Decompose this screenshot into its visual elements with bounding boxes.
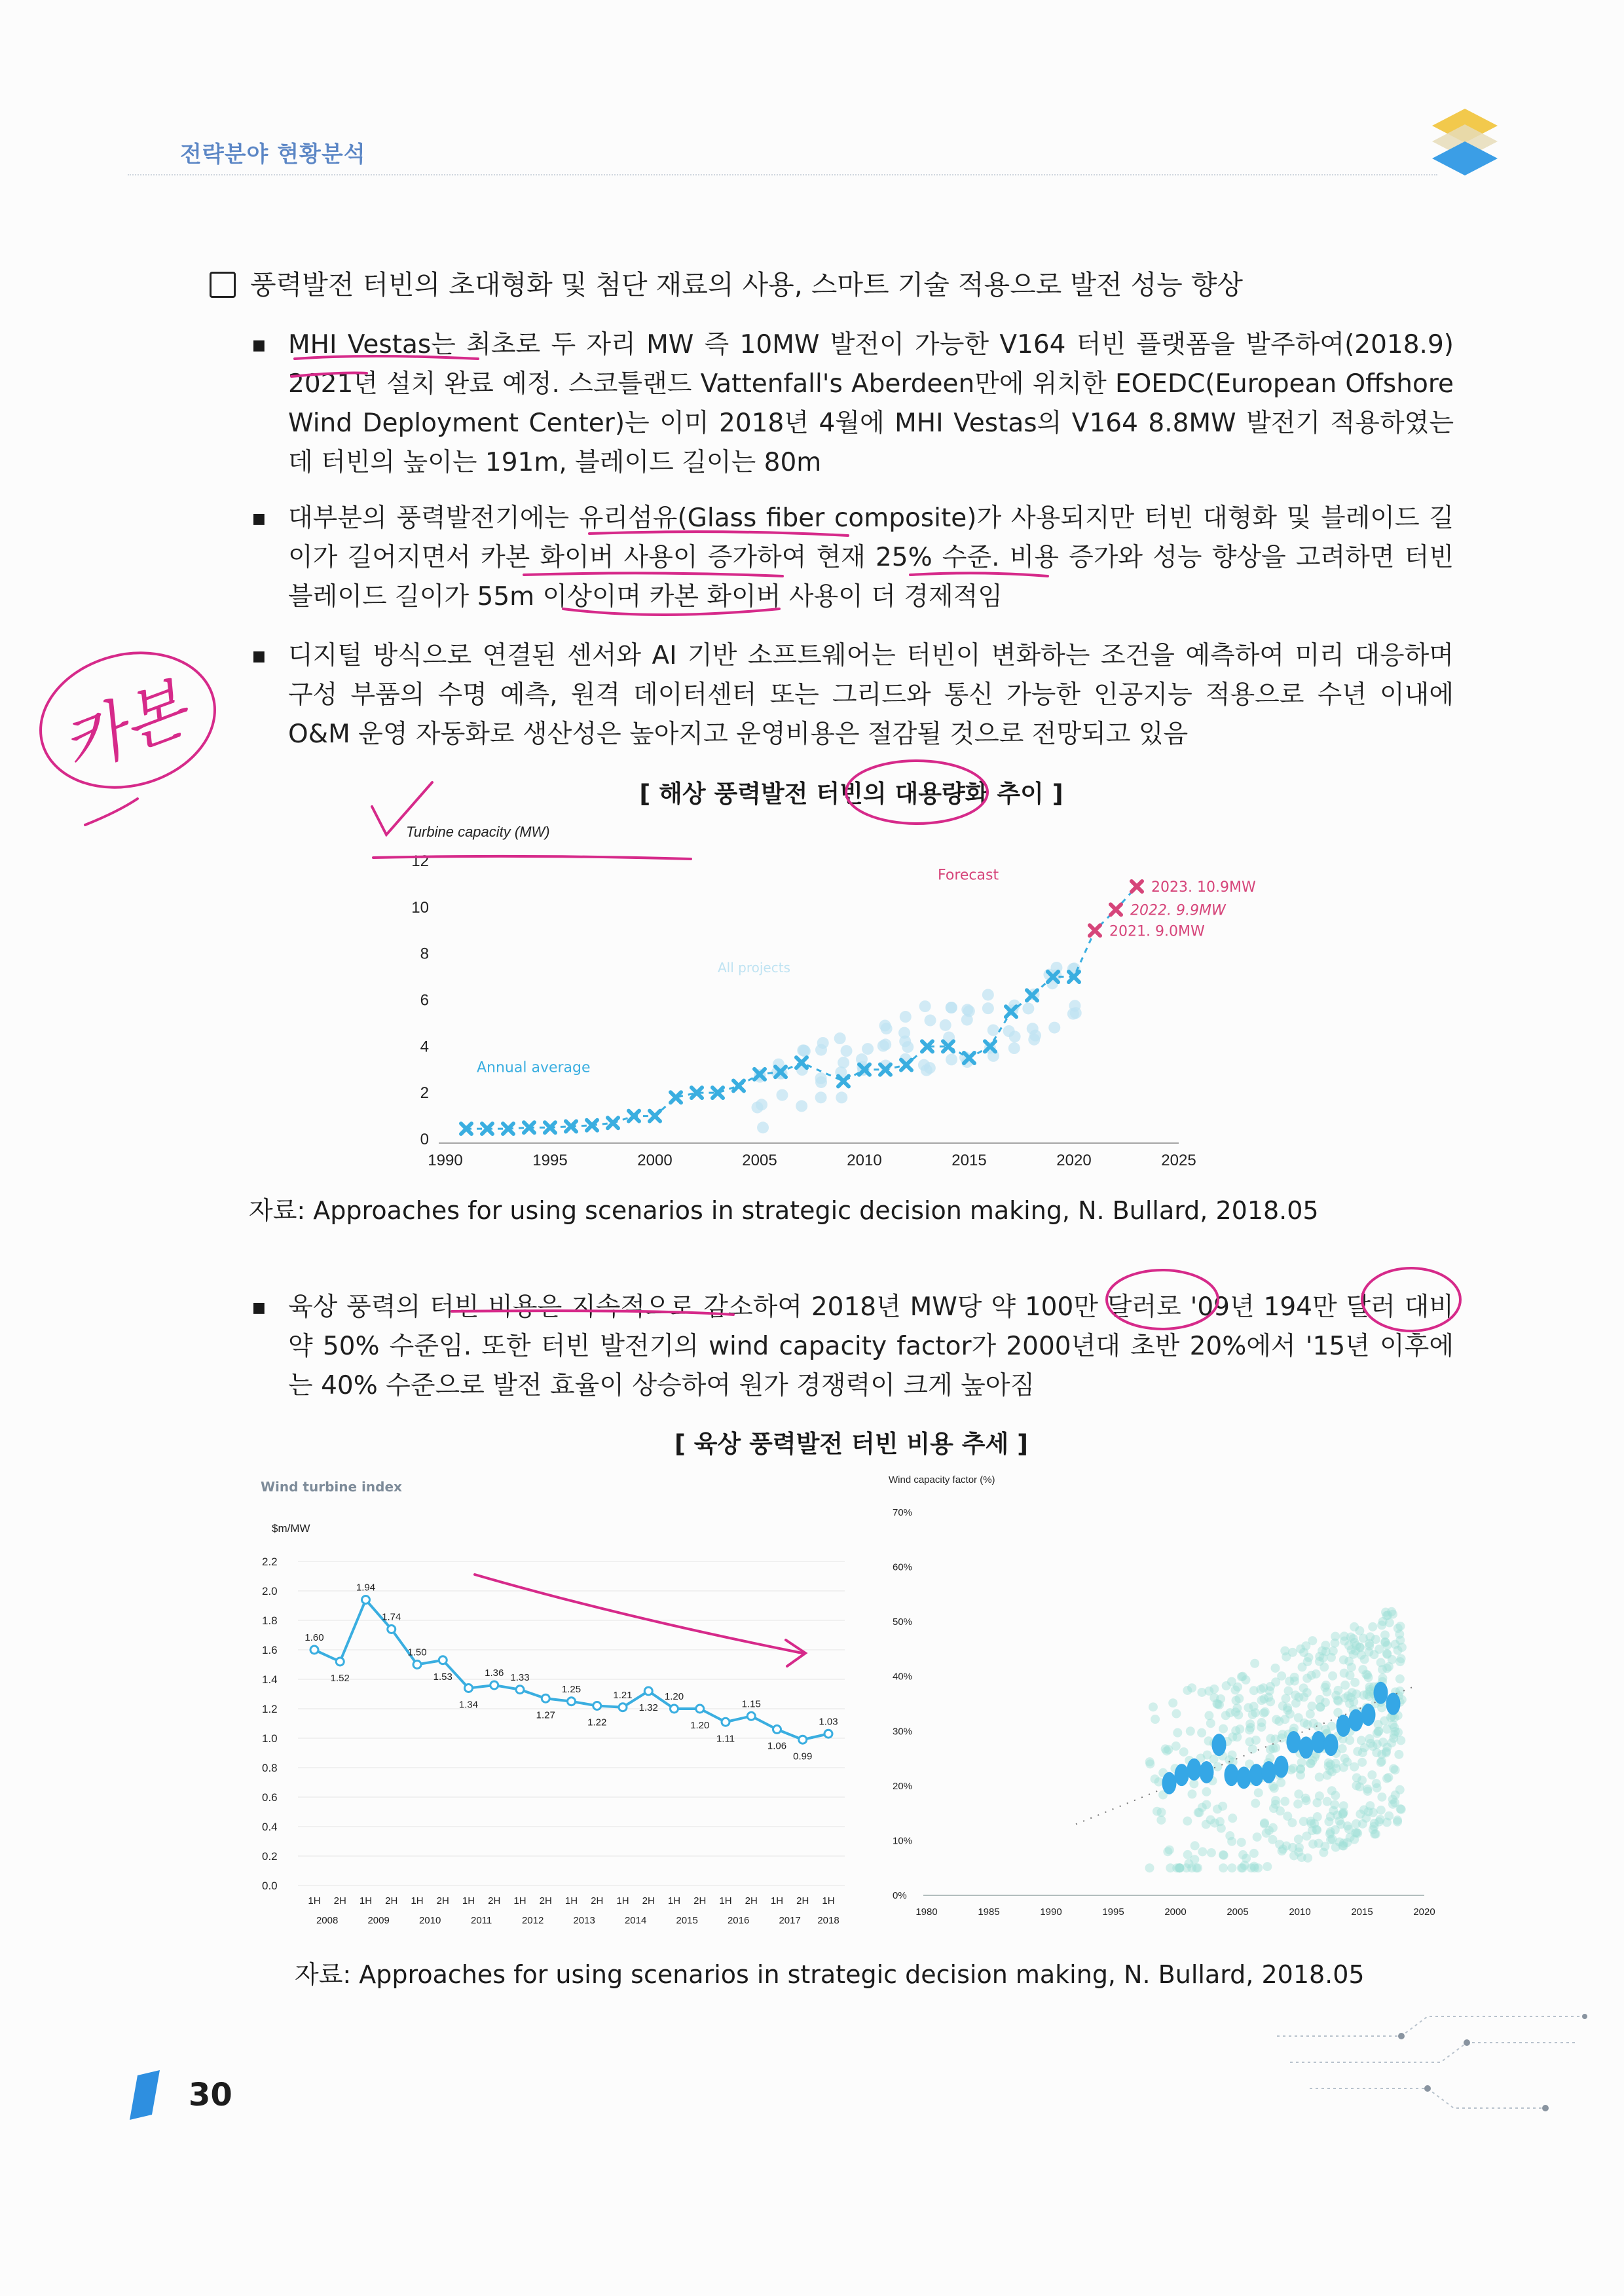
- x-tick-label: 2H: [642, 1895, 655, 1906]
- y-tick-label: 10%: [893, 1835, 913, 1847]
- y-tick-label: 2.2: [262, 1556, 278, 1568]
- y-tick-label: 1.4: [262, 1673, 278, 1686]
- x-tick-label: 2000: [1164, 1906, 1187, 1918]
- x-year-label: 2010: [418, 1915, 441, 1926]
- x-year-label: 2014: [624, 1915, 647, 1926]
- y-tick-label: 10: [411, 898, 429, 917]
- y-tick-label: 2.0: [262, 1585, 278, 1597]
- y-tick-label: 30%: [893, 1726, 913, 1738]
- chart1-title: Turbine capacity (MW): [406, 824, 550, 840]
- cost-index-value-label: 1.21: [613, 1689, 633, 1701]
- figure1-source: 자료: Approaches for using scenarios in strategic decision making, N. Bullard, 2018.05: [249, 1196, 1319, 1225]
- x-tick-label: 1H: [564, 1895, 578, 1906]
- x-tick-label: 1H: [616, 1895, 629, 1906]
- chart2-title: Wind turbine index: [261, 1479, 402, 1495]
- forecast-label: Forecast: [938, 867, 999, 884]
- x-tick-label: 2020: [1413, 1906, 1435, 1918]
- x-tick-label: 1985: [978, 1906, 1000, 1918]
- x-tick-label: 2015: [951, 1152, 987, 1169]
- cost-index-value-label: 1.94: [356, 1582, 376, 1594]
- y-tick-label: 1.2: [262, 1703, 278, 1715]
- y-tick-label: 12: [411, 852, 429, 870]
- x-tick-label: 2H: [796, 1895, 809, 1906]
- x-tick-label: 1980: [915, 1906, 938, 1918]
- x-tick-label: 1H: [513, 1895, 526, 1906]
- y-tick-label: 6: [420, 991, 429, 1010]
- cost-index-value-label: 1.50: [407, 1647, 427, 1658]
- cost-index-value-label: 1.34: [458, 1699, 479, 1711]
- x-tick-label: 2H: [539, 1895, 552, 1906]
- y-tick-label: 1.0: [262, 1732, 278, 1745]
- header-title: 전략분야 현황분석: [180, 141, 366, 168]
- x-year-label: 2012: [521, 1915, 544, 1926]
- x-year-label: 2015: [676, 1915, 698, 1926]
- cost-index-value-label: 1.52: [330, 1673, 350, 1684]
- y-tick-label: 0.2: [262, 1850, 278, 1863]
- y-tick-label: 60%: [893, 1561, 913, 1573]
- x-tick-label: 1990: [1040, 1906, 1062, 1918]
- x-year-label: 2013: [573, 1915, 595, 1926]
- bullet-icon: ■: [252, 648, 266, 665]
- x-tick-label: 1H: [770, 1895, 784, 1906]
- circuit-decoration-icon: [1270, 1997, 1598, 2128]
- y-tick-label: 1.8: [262, 1614, 278, 1627]
- chart3-title: Wind capacity factor (%): [889, 1474, 995, 1485]
- y-tick-label: 0.6: [262, 1791, 278, 1804]
- forecast-point-label: 2022. 9.9MW: [1130, 902, 1226, 919]
- x-tick-label: 2H: [333, 1895, 346, 1906]
- x-tick-label: 2H: [591, 1895, 604, 1906]
- x-tick-label: 2H: [385, 1895, 398, 1906]
- x-tick-label: 2005: [1227, 1906, 1249, 1918]
- cost-index-value-label: 1.06: [767, 1740, 787, 1752]
- cost-index-value-label: 1.74: [382, 1611, 401, 1623]
- x-tick-label: 1H: [359, 1895, 373, 1906]
- x-tick-label: 1990: [428, 1152, 463, 1169]
- page-number: 30: [189, 2077, 232, 2113]
- y-tick-label: 40%: [893, 1671, 913, 1683]
- x-year-label: 2017: [779, 1915, 801, 1926]
- cost-index-value-label: 1.11: [716, 1733, 735, 1745]
- cost-index-value-label: 1.22: [587, 1717, 607, 1728]
- figure1-caption: [ 해상 풍력발전 터빈의 대용량화 추이 ]: [639, 780, 1063, 808]
- x-year-label: 2018: [817, 1915, 840, 1926]
- y-tick-label: 70%: [893, 1507, 913, 1518]
- x-tick-label: 2025: [1161, 1152, 1196, 1169]
- y-tick-label: 20%: [893, 1780, 913, 1792]
- cost-index-value-label: 1.20: [664, 1691, 684, 1702]
- x-year-label: 2009: [367, 1915, 390, 1926]
- cost-index-value-label: 0.99: [793, 1751, 813, 1762]
- cost-index-value-label: 1.60: [304, 1632, 324, 1643]
- bullet-3: 디지털 방식으로 연결된 센서와 AI 기반 소프트웨어는 터빈이 변화하는 조건을 예측하여 미리 대응하며 구성 부품의 수명 예측, 원격 데이터센터 또는 그리드와 통신 가능한 인공지능 적용으로 수년 이내에 O&M 운영 자동화로 생산성은 높아지고 운영비용은 절감될 것으로 전망되고 있음: [288, 641, 1454, 749]
- bullet-4: 육상 풍력의 터빈 비용은 지속적으로 감소하여 2018년 MW당 약 100만 달러로 '09년 194만 달러 대비 약 50% 수준임. 또한 터빈 발전기의 wind capacity factor가 2000년대 초반 20%에서 '15년 이후에는 40% 수준으로 발전 효율이 상승하여 원가 경쟁력이 크게 높아짐: [288, 1292, 1454, 1400]
- x-tick-label: 1H: [719, 1895, 732, 1906]
- cost-index-value-label: 1.32: [638, 1702, 658, 1713]
- x-tick-label: 2H: [488, 1895, 501, 1906]
- page-marker-icon: [128, 2069, 161, 2121]
- annual-average-label: Annual average: [477, 1059, 591, 1076]
- figure2-source: 자료: Approaches for using scenarios in strategic decision making, N. Bullard, 2018.05: [295, 1960, 1365, 1989]
- y-tick-label: 0%: [893, 1890, 907, 1901]
- handwritten-note: 카본: [51, 670, 197, 786]
- x-tick-label: 1995: [1102, 1906, 1124, 1918]
- x-tick-label: 1H: [667, 1895, 681, 1906]
- x-tick-label: 1H: [822, 1895, 835, 1906]
- x-year-label: 2011: [470, 1915, 492, 1926]
- y-tick-label: 2: [420, 1084, 429, 1102]
- y-tick-label: 0: [420, 1131, 429, 1148]
- cost-index-value-label: 1.25: [561, 1683, 581, 1695]
- cost-index-value-label: 1.36: [485, 1667, 504, 1679]
- forecast-point-label: 2021. 9.0MW: [1109, 923, 1205, 940]
- x-tick-label: 2005: [742, 1152, 777, 1169]
- x-tick-label: 2010: [1289, 1906, 1311, 1918]
- forecast-point-label: 2023. 10.9MW: [1151, 879, 1256, 896]
- x-tick-label: 2H: [745, 1895, 758, 1906]
- y-tick-label: 0.8: [262, 1762, 278, 1774]
- bullet-icon: ■: [252, 1300, 266, 1316]
- x-tick-label: 1995: [532, 1152, 568, 1169]
- bullet-icon: ■: [252, 511, 266, 527]
- y-tick-label: 0.4: [262, 1821, 278, 1833]
- x-tick-label: 1H: [462, 1895, 475, 1906]
- cost-index-value-label: 1.33: [510, 1671, 530, 1683]
- x-tick-label: 2015: [1351, 1906, 1373, 1918]
- bullet-1: MHI Vestas는 최초로 두 자리 MW 즉 10MW 발전이 가능한 V164 터빈 플랫폼을 발주하여(2018.9) 2021년 설치 완료 예정. 스코틀랜드 Vattenfall's Aberdeen만에 위치한 EOEDC(European Offshore Wind Deployment Center)는 이미 2018년 4월에 MHI Vestas의 V164 8.8MW 발전기 적용하였는데 터빈의 높이는 191m, 블레이드 길이는 80m: [288, 330, 1454, 477]
- y-tick-label: 8: [420, 945, 429, 963]
- figure2-caption: [ 육상 풍력발전 터빈 비용 추세 ]: [674, 1430, 1028, 1458]
- cost-index-value-label: 1.15: [741, 1698, 761, 1710]
- y-tick-label: 4: [420, 1038, 429, 1056]
- cost-index-value-label: 1.53: [433, 1671, 452, 1683]
- cost-index-value-label: 1.27: [536, 1709, 555, 1721]
- x-tick-label: 2020: [1056, 1152, 1092, 1169]
- section-heading-text: 풍력발전 터빈의 초대형화 및 첨단 재료의 사용, 스마트 기술 적용으로 발전 성능 향상: [250, 269, 1244, 301]
- x-year-label: 2008: [316, 1915, 339, 1926]
- x-year-label: 2016: [727, 1915, 750, 1926]
- y-tick-label: 1.6: [262, 1644, 278, 1656]
- y-tick-label: 50%: [893, 1616, 913, 1628]
- cost-index-value-label: 1.20: [690, 1720, 710, 1731]
- x-tick-label: 2H: [436, 1895, 449, 1906]
- bullet-2: 대부분의 풍력발전기에는 유리섬유(Glass fiber composite)가 사용되지만 터빈 대형화 및 블레이드 길이가 길어지면서 카본 화이버 사용이 증가하여 현재 25% 수준. 비용 증가와 성능 향상을 고려하면 터빈 블레이드 길이가 55m 이상이며 카본 화이버 사용이 더 경제적임: [288, 503, 1454, 611]
- y-tick-label: 0.0: [262, 1880, 278, 1892]
- chart2-ylabel: $m/MW: [272, 1522, 310, 1535]
- cost-index-value-label: 1.03: [819, 1716, 838, 1728]
- x-tick-label: 1H: [411, 1895, 424, 1906]
- x-tick-label: 2000: [637, 1152, 673, 1169]
- x-tick-label: 2010: [847, 1152, 882, 1169]
- x-tick-label: 2H: [693, 1895, 707, 1906]
- all-projects-label: All projects: [718, 960, 790, 975]
- bullet-icon: ■: [252, 337, 266, 354]
- x-tick-label: 1H: [308, 1895, 321, 1906]
